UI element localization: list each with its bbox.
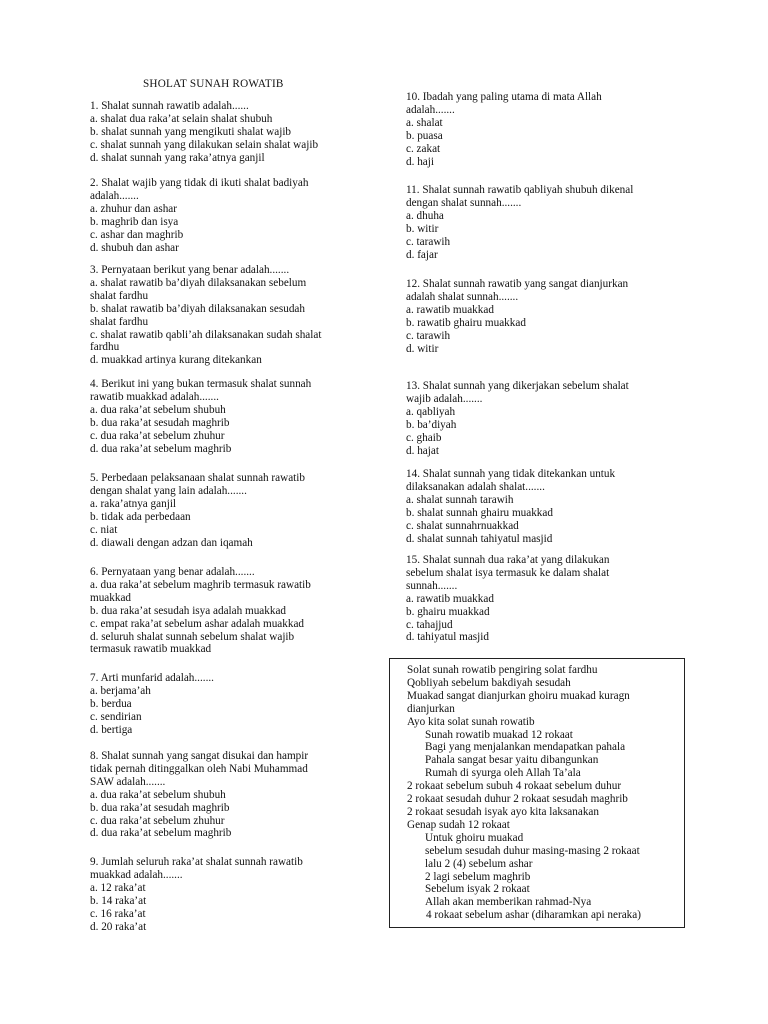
note-line: Solat sunah rowatib pengiring solat fardhu bbox=[407, 664, 598, 676]
answer-option: d. muakkad artinya kurang ditekankan bbox=[90, 354, 262, 367]
answer-option: a. shalat rawatib ba’diyah dilaksanakan sebelum shalat fardhu bbox=[90, 276, 307, 302]
question-stem: 8. Shalat sunnah yang sangat disukai dan hampir tidak pernah ditinggalkan oleh Nabi Muhammad SAW adalah....... bbox=[90, 750, 309, 788]
answer-option: c. dua raka’at sebelum zhuhur bbox=[90, 814, 225, 827]
question-10 bbox=[406, 91, 674, 168]
note-line: 2 rokaat sesudah duhur 2 rokaat sesudah maghrib bbox=[407, 793, 628, 806]
question-stem: 6. Pernyataan yang benar adalah....... bbox=[90, 566, 255, 578]
answer-option: d. diawali dengan adzan dan iqamah bbox=[90, 536, 253, 549]
answer-option: a. shalat dua raka’at selain shalat shubuh bbox=[90, 112, 273, 125]
answer-option: b. shalat sunnah ghairu muakkad bbox=[406, 506, 553, 519]
note-line: Sebelum isyak 2 rokaat bbox=[425, 883, 530, 896]
question-stem: 5. Perbedaan pelaksanaan shalat sunnah rawatib dengan shalat yang lain adalah....... bbox=[90, 472, 305, 497]
summary-note-box bbox=[389, 658, 685, 928]
note-line: Muakad sangat dianjurkan ghoiru muakad kuragn bbox=[407, 689, 630, 702]
question-stem: 1. Shalat sunnah rawatib adalah...... bbox=[90, 100, 249, 112]
answer-option: c. ghaib bbox=[406, 431, 442, 444]
question-3 bbox=[90, 264, 362, 367]
answer-option: b. 14 raka’at bbox=[90, 894, 147, 907]
answer-option: d. hajat bbox=[406, 444, 439, 457]
answer-option: c. tarawih bbox=[406, 329, 451, 342]
question-15 bbox=[406, 554, 674, 644]
note-line: 2 lagi sebelum maghrib bbox=[425, 870, 531, 883]
note-line: 4 rokaat sebelum ashar (diharamkan api neraka) bbox=[426, 909, 641, 922]
note-line: Rumah di syurga oleh Allah Ta’ala bbox=[425, 767, 581, 780]
note-line: Qobliyah sebelum bakdiyah sesudah bbox=[407, 676, 571, 689]
answer-option: c. tarawih bbox=[406, 235, 451, 248]
answer-option: b. shalat sunnah yang mengikuti shalat wajib bbox=[90, 125, 292, 138]
answer-option: d. dua raka’at sebelum maghrib bbox=[90, 827, 232, 840]
answer-option: c. zakat bbox=[406, 142, 441, 155]
answer-option: a. zhuhur dan ashar bbox=[90, 202, 177, 215]
answer-option: d. shalat sunnah tahiyatul masjid bbox=[406, 532, 553, 545]
question-stem: 15. Shalat sunnah dua raka’at yang dilakukan sebelum shalat isya termasuk ke dalam shalat sunnah....... bbox=[406, 554, 610, 592]
answer-option: b. tidak ada perbedaan bbox=[90, 510, 191, 523]
question-14 bbox=[406, 468, 674, 545]
question-4 bbox=[90, 378, 362, 455]
answer-option: b. dua raka’at sesudah maghrib bbox=[90, 801, 230, 814]
page-title: SHOLAT SUNAH ROWATIB bbox=[143, 78, 284, 90]
answer-option: d. shubuh dan ashar bbox=[90, 241, 179, 254]
note-line: Ayo kita solat sunah rowatib bbox=[407, 715, 535, 728]
answer-option: d. witir bbox=[406, 342, 439, 355]
question-13 bbox=[406, 380, 674, 457]
answer-option: b. ba’diyah bbox=[406, 418, 457, 431]
question-6 bbox=[90, 566, 362, 656]
answer-option: b. puasa bbox=[406, 129, 443, 142]
answer-option: a. shalat bbox=[406, 116, 443, 129]
answer-option: b. witir bbox=[406, 222, 439, 235]
answer-option: c. shalat sunnah yang dilakukan selain shalat wajib bbox=[90, 138, 319, 151]
question-stem: 10. Ibadah yang paling utama di mata Allah adalah....... bbox=[406, 91, 602, 116]
summary-note-lines bbox=[407, 664, 683, 922]
answer-option: b. maghrib dan isya bbox=[90, 215, 179, 228]
question-12 bbox=[406, 278, 674, 355]
answer-option: b. shalat rawatib ba’diyah dilaksanakan sesudah shalat fardhu bbox=[90, 302, 305, 328]
answer-option: a. shalat sunnah tarawih bbox=[406, 493, 514, 506]
answer-option: d. tahiyatul masjid bbox=[406, 631, 489, 644]
answer-option: a. qabliyah bbox=[406, 405, 456, 418]
answer-option: d. 20 raka’at bbox=[90, 920, 147, 933]
question-2 bbox=[90, 177, 362, 254]
answer-option: a. raka’atnya ganjil bbox=[90, 497, 177, 510]
answer-option: d. fajar bbox=[406, 248, 438, 261]
note-line: lalu 2 (4) sebelum ashar bbox=[425, 857, 533, 870]
question-stem: 3. Pernyataan berikut yang benar adalah....... bbox=[90, 264, 290, 276]
question-stem: 11. Shalat sunnah rawatib qabliyah shubuh dikenal dengan shalat sunnah....... bbox=[406, 184, 634, 209]
note-line: sebelum sesudah duhur masing-masing 2 rokaat bbox=[425, 844, 640, 857]
answer-option: a. dua raka’at sebelum maghrib termasuk rawatib muakkad bbox=[90, 578, 311, 604]
question-5 bbox=[90, 472, 362, 549]
answer-option: b. rawatib ghairu muakkad bbox=[406, 316, 526, 329]
note-line: Sunah rowatib muakad 12 rokaat bbox=[425, 728, 573, 741]
question-8 bbox=[90, 750, 362, 840]
answer-option: c. 16 raka’at bbox=[90, 907, 146, 920]
answer-option: c. dua raka’at sebelum zhuhur bbox=[90, 429, 225, 442]
question-stem: 2. Shalat wajib yang tidak di ikuti shalat badiyah adalah....... bbox=[90, 177, 309, 202]
answer-option: a. berjama’ah bbox=[90, 684, 151, 697]
answer-option: a. 12 raka’at bbox=[90, 881, 146, 894]
note-line: dianjurkan bbox=[407, 702, 455, 715]
answer-option: d. shalat sunnah yang raka’atnya ganjil bbox=[90, 151, 265, 164]
question-9 bbox=[90, 856, 362, 933]
answer-option: c. ashar dan maghrib bbox=[90, 228, 184, 241]
answer-option: d. haji bbox=[406, 155, 434, 168]
question-stem: 12. Shalat sunnah rawatib yang sangat dianjurkan adalah shalat sunnah....... bbox=[406, 278, 629, 303]
note-line: 2 rokaat sesudah isyak ayo kita laksanakan bbox=[407, 805, 599, 818]
question-1 bbox=[90, 100, 362, 165]
answer-option: c. shalat rawatib qabli’ah dilaksanakan sudah shalat fardhu bbox=[90, 328, 322, 354]
question-stem: 9. Jumlah seluruh raka’at shalat sunnah rawatib muakkad adalah....... bbox=[90, 856, 303, 881]
note-line: Genap sudah 12 rokaat bbox=[407, 818, 510, 831]
question-stem: 13. Shalat sunnah yang dikerjakan sebelum shalat wajib adalah....... bbox=[406, 380, 629, 405]
answer-option: c. niat bbox=[90, 523, 118, 536]
question-stem: 4. Berikut ini yang bukan termasuk shalat sunnah rawatib muakkad adalah....... bbox=[90, 378, 312, 403]
answer-option: b. berdua bbox=[90, 697, 132, 710]
question-stem: 14. Shalat sunnah yang tidak ditekankan untuk dilaksanakan adalah shalat....... bbox=[406, 468, 616, 493]
note-line: 2 rokaat sebelum subuh 4 rokaat sebelum duhur bbox=[407, 780, 622, 793]
answer-option: a. dua raka’at sebelum shubuh bbox=[90, 403, 226, 416]
note-line: Bagi yang menjalankan mendapatkan pahala bbox=[425, 741, 626, 754]
note-line: Pahala sangat besar yaitu dibangunkan bbox=[425, 754, 599, 767]
answer-option: b. ghairu muakkad bbox=[406, 605, 490, 618]
answer-option: c. sendirian bbox=[90, 710, 142, 723]
answer-option: d. seluruh shalat sunnah sebelum shalat wajib termasuk rawatib muakkad bbox=[90, 630, 295, 656]
note-line: Untuk ghoiru muakad bbox=[425, 831, 524, 844]
answer-option: b. dua raka’at sesudah isya adalah muakkad bbox=[90, 604, 287, 617]
answer-option: c. empat raka’at sebelum ashar adalah muakkad bbox=[90, 617, 305, 630]
answer-option: a. rawatib muakkad bbox=[406, 303, 494, 316]
answer-option: a. dua raka’at sebelum shubuh bbox=[90, 788, 226, 801]
question-11 bbox=[406, 184, 674, 261]
answer-option: b. dua raka’at sesudah maghrib bbox=[90, 416, 230, 429]
answer-option: d. bertiga bbox=[90, 723, 133, 736]
answer-option: a. rawatib muakkad bbox=[406, 592, 494, 605]
answer-option: d. dua raka’at sebelum maghrib bbox=[90, 442, 232, 455]
answer-option: c. shalat sunnahrnuakkad bbox=[406, 519, 519, 532]
answer-option: a. dhuha bbox=[406, 209, 444, 222]
question-stem: 7. Arti munfarid adalah....... bbox=[90, 672, 214, 684]
note-line: Allah akan memberikan rahmad-Nya bbox=[425, 896, 592, 909]
answer-option: c. tahajjud bbox=[406, 618, 453, 631]
question-7 bbox=[90, 672, 362, 737]
